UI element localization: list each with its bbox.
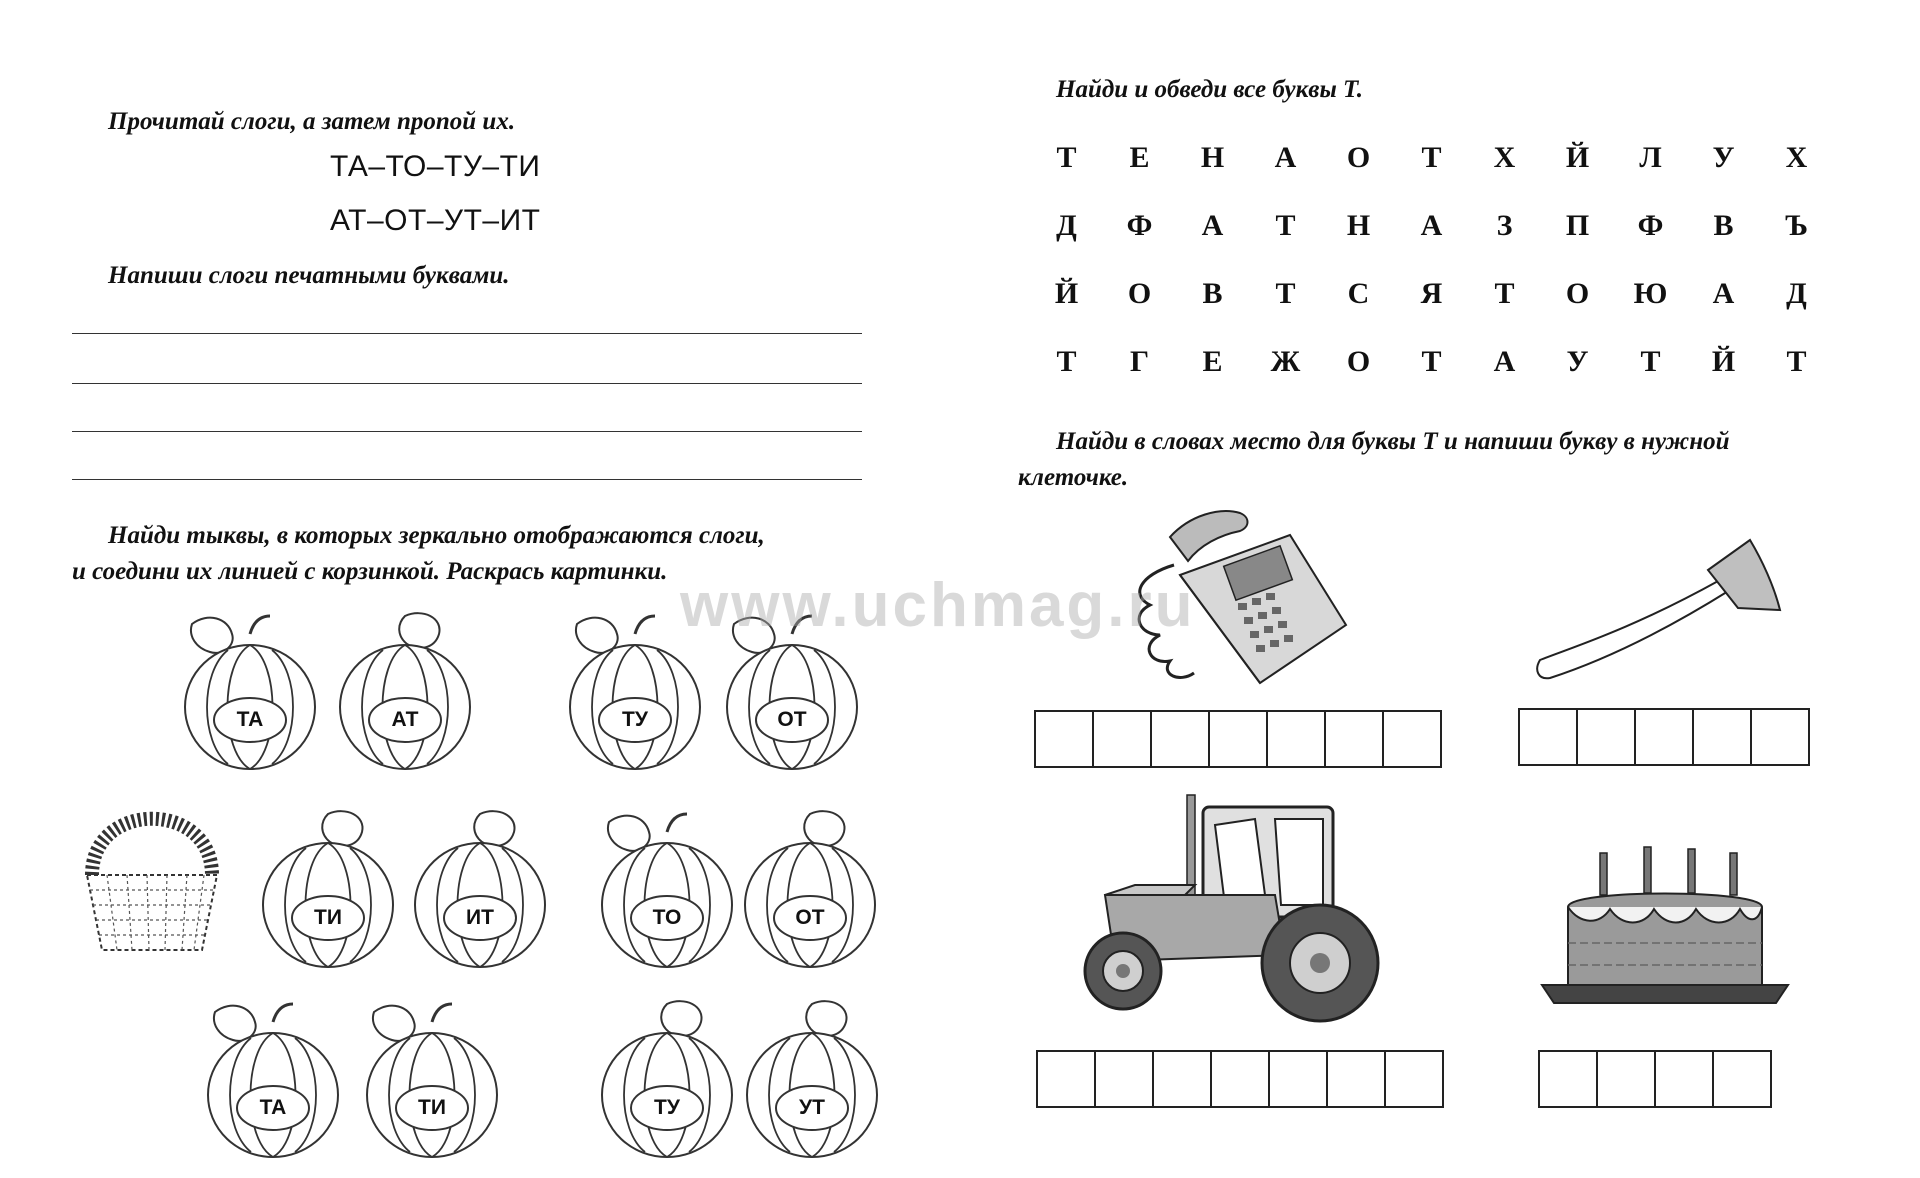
pumpkin-at[interactable] (335, 612, 475, 772)
grid-letter[interactable]: Т (1056, 345, 1077, 378)
grid-letter[interactable]: Т (1421, 141, 1442, 174)
letter-box[interactable] (1540, 1052, 1598, 1106)
task-read-syllables: Прочитай слоги, а затем пропой их. (108, 108, 516, 135)
grid-letter[interactable]: У (1712, 141, 1735, 174)
writing-line[interactable] (72, 479, 862, 480)
letter-box[interactable] (1328, 1052, 1386, 1106)
letter-box[interactable] (1386, 1052, 1442, 1106)
letter-box[interactable] (1636, 710, 1694, 764)
letter-box[interactable] (1154, 1052, 1212, 1106)
grid-letter[interactable]: Ф (1126, 209, 1153, 242)
task-find-pumpkins-line1: Найди тыквы, в которых зеркально отображаются слоги, (108, 522, 765, 549)
pumpkin-label: ТА (236, 708, 264, 731)
grid-letter[interactable]: Ъ (1785, 209, 1808, 242)
cake-icon (1540, 845, 1790, 1010)
grid-letter[interactable]: Ю (1633, 277, 1668, 310)
grid-letter[interactable]: С (1347, 277, 1370, 310)
task-insert-letter-line1: Найди в словах место для буквы Т и напиши букву в нужной (1056, 428, 1730, 455)
letter-box[interactable] (1694, 710, 1752, 764)
grid-letter[interactable]: В (1713, 209, 1734, 242)
word-boxes-tractor (1036, 1050, 1444, 1108)
tractor-icon (1075, 785, 1385, 1030)
letter-box[interactable] (1656, 1052, 1714, 1106)
letter-box[interactable] (1038, 1052, 1096, 1106)
grid-letter[interactable]: Д (1056, 209, 1077, 242)
letter-box[interactable] (1096, 1052, 1154, 1106)
letter-box[interactable] (1752, 710, 1808, 764)
grid-letter[interactable]: У (1566, 345, 1589, 378)
task-find-letters: Найди и обведи все буквы Т. (1056, 76, 1364, 103)
writing-line[interactable] (72, 431, 862, 432)
syllables-line-2: АТ–ОТ–УТ–ИТ (330, 204, 541, 237)
pumpkin-ta[interactable] (203, 1000, 343, 1160)
letter-box[interactable] (1268, 712, 1326, 766)
grid-letter[interactable]: Й (1054, 277, 1079, 310)
letter-box[interactable] (1270, 1052, 1328, 1106)
pumpkin-label: ТУ (622, 708, 648, 731)
grid-letter[interactable]: Л (1639, 141, 1662, 174)
grid-letter[interactable]: Н (1200, 141, 1225, 174)
letter-box[interactable] (1714, 1052, 1770, 1106)
pumpkin-label: ТИ (314, 906, 342, 929)
axe-icon (1530, 530, 1790, 685)
letter-box[interactable] (1094, 712, 1152, 766)
grid-letter[interactable]: Й (1711, 345, 1736, 378)
pumpkin-to[interactable] (597, 810, 737, 970)
pumpkin-label: ИТ (466, 906, 494, 929)
grid-letter[interactable]: А (1420, 209, 1443, 242)
letter-box[interactable] (1578, 710, 1636, 764)
pumpkin-ut[interactable] (742, 1000, 882, 1160)
pumpkin-label: ТУ (654, 1096, 680, 1119)
grid-letter[interactable]: А (1712, 277, 1735, 310)
letter-grid (1030, 140, 1833, 412)
word-boxes-axe (1518, 708, 1810, 766)
pumpkin-label: ОТ (795, 906, 825, 929)
letter-box[interactable] (1036, 712, 1094, 766)
grid-letter[interactable]: П (1565, 209, 1590, 242)
letter-box[interactable] (1152, 712, 1210, 766)
pumpkin-it[interactable] (410, 810, 550, 970)
pumpkin-tu[interactable] (597, 1000, 737, 1160)
grid-letter[interactable]: Т (1275, 209, 1296, 242)
grid-letter[interactable]: О (1346, 141, 1371, 174)
pumpkin-label: ОТ (777, 708, 807, 731)
grid-letter[interactable]: Г (1129, 345, 1150, 378)
pumpkin-ta[interactable] (180, 612, 320, 772)
grid-letter[interactable]: О (1127, 277, 1152, 310)
grid-letter[interactable]: Д (1786, 277, 1807, 310)
grid-letter[interactable]: Т (1494, 277, 1515, 310)
letter-box[interactable] (1598, 1052, 1656, 1106)
grid-letter[interactable]: Я (1420, 277, 1443, 310)
watermark: www.uchmag.ru (680, 571, 1196, 640)
letter-box[interactable] (1520, 710, 1578, 764)
letter-box[interactable] (1210, 712, 1268, 766)
pumpkin-ti[interactable] (362, 1000, 502, 1160)
word-boxes-cake (1538, 1050, 1772, 1108)
grid-letter[interactable]: Ж (1270, 345, 1301, 378)
grid-letter[interactable]: В (1202, 277, 1223, 310)
grid-letter[interactable]: А (1201, 209, 1224, 242)
grid-letter[interactable]: Н (1346, 209, 1371, 242)
pumpkin-tu[interactable] (565, 612, 705, 772)
basket-icon[interactable] (72, 790, 232, 965)
grid-letter[interactable]: Т (1056, 141, 1077, 174)
pumpkin-ti[interactable] (258, 810, 398, 970)
syllables-line-1: ТА–ТО–ТУ–ТИ (330, 150, 541, 183)
grid-letter[interactable]: А (1274, 141, 1297, 174)
grid-letter[interactable]: Т (1275, 277, 1296, 310)
pumpkin-label: ТИ (418, 1096, 446, 1119)
pumpkin-label: УТ (799, 1096, 825, 1119)
grid-letter[interactable]: О (1565, 277, 1590, 310)
grid-letter[interactable]: З (1496, 209, 1513, 242)
letter-box[interactable] (1212, 1052, 1270, 1106)
grid-letter[interactable]: Т (1640, 345, 1661, 378)
grid-letter[interactable]: Т (1421, 345, 1442, 378)
letter-box[interactable] (1384, 712, 1440, 766)
pumpkin-label: АТ (391, 708, 419, 731)
grid-letter[interactable]: Х (1785, 141, 1808, 174)
writing-line[interactable] (72, 383, 862, 384)
word-boxes-telephone (1034, 710, 1442, 768)
writing-line[interactable] (72, 333, 862, 334)
grid-letter[interactable]: Е (1202, 345, 1223, 378)
task-write-syllables: Напиши слоги печатными буквами. (108, 262, 510, 289)
task-insert-letter-line2: клеточке. (1018, 464, 1129, 491)
grid-letter[interactable]: А (1493, 345, 1516, 378)
grid-letter[interactable]: Й (1565, 141, 1590, 174)
telephone-icon (1110, 505, 1350, 690)
grid-letter[interactable]: Ф (1637, 209, 1664, 242)
grid-letter[interactable]: О (1346, 345, 1371, 378)
pumpkin-ot[interactable] (740, 810, 880, 970)
grid-letter[interactable]: Е (1129, 141, 1150, 174)
pumpkin-ot[interactable] (722, 612, 862, 772)
pumpkin-label: ТО (652, 906, 682, 929)
grid-letter[interactable]: Т (1786, 345, 1807, 378)
task-find-pumpkins-line2: и соедини их линией с корзинкой. Раскрась картинки. (72, 558, 668, 585)
grid-letter[interactable]: Х (1493, 141, 1516, 174)
letter-box[interactable] (1326, 712, 1384, 766)
pumpkin-label: ТА (259, 1096, 287, 1119)
